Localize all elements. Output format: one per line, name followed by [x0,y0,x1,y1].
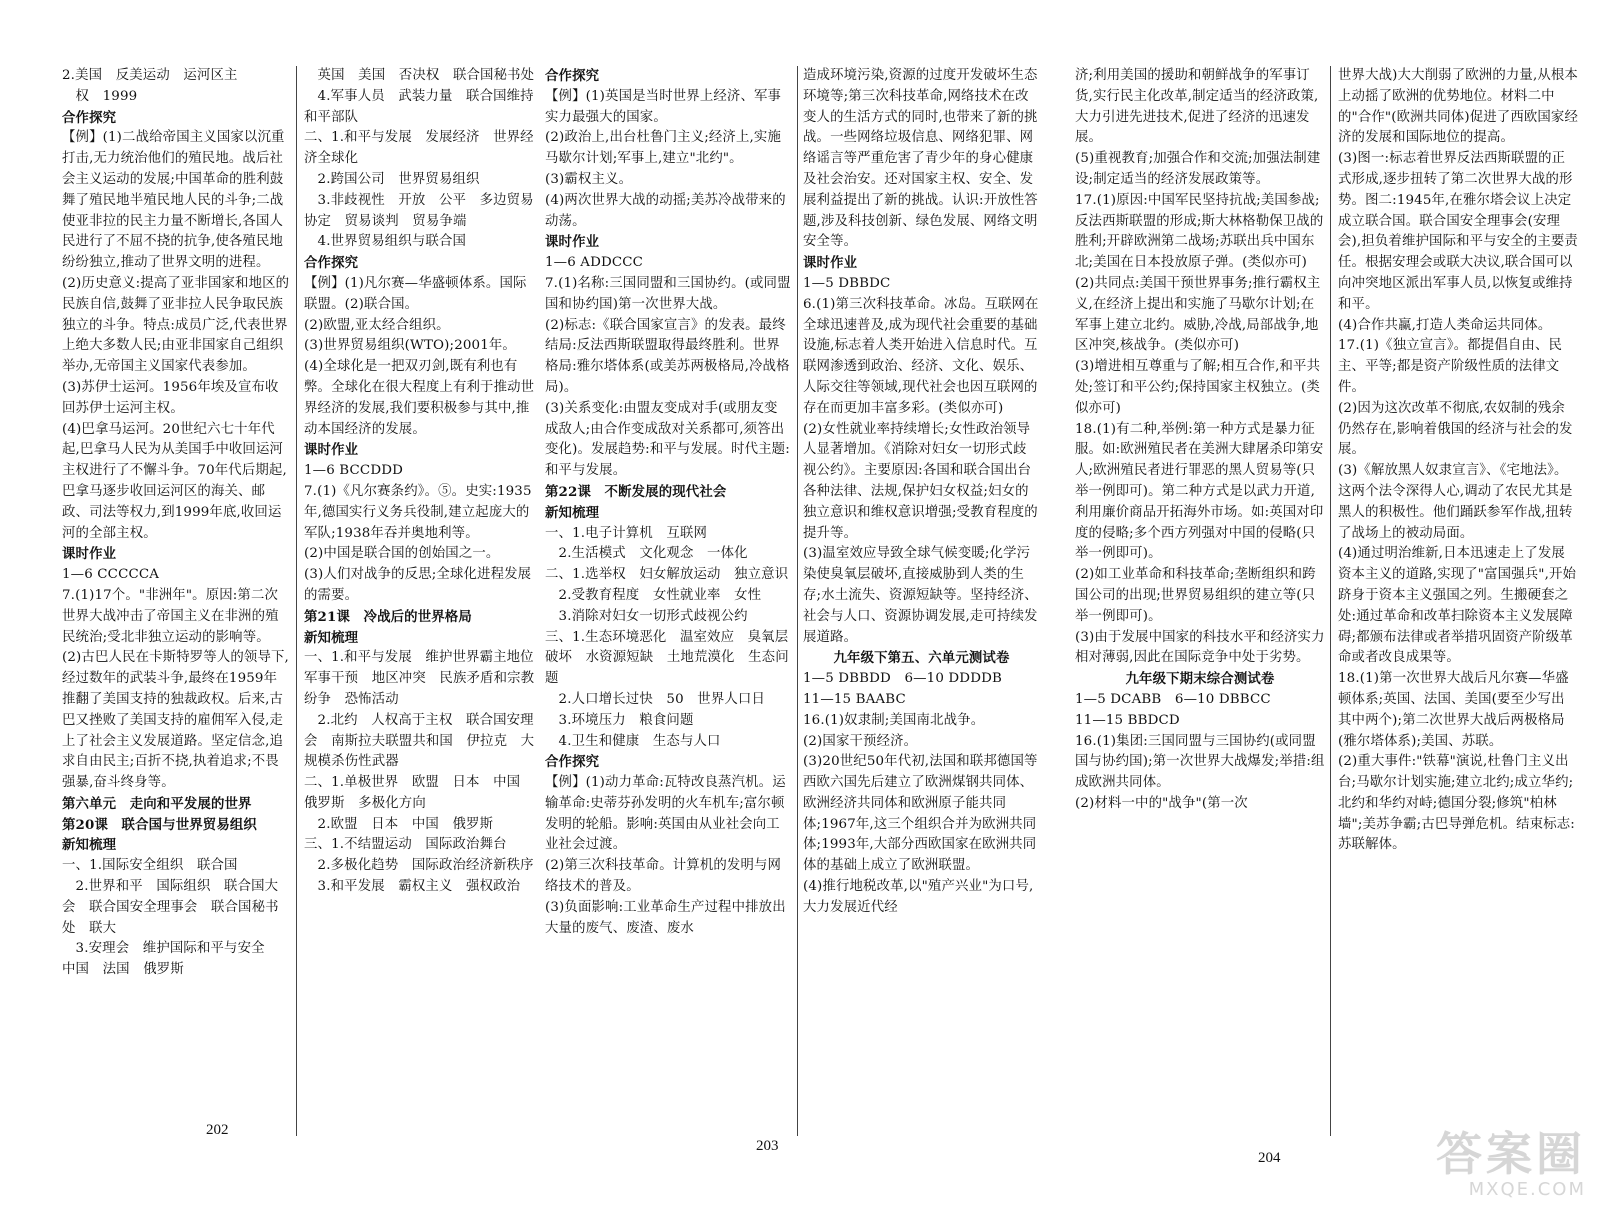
answer-line: (3)温室效应导致全球气候变暖;化学污染使臭氧层破坏,直接威胁到人类的生存;水土流失、资源短缺等。坚持经济、社会与人口、资源协调发展,走可持续发展道路。 [803,546,1038,645]
answer-line: (4)全球化是一把双刃剑,既有利也有弊。全球化在很大程度上有利于推动世界经济的发展,我们要积极参与其中,推动本国经济的发展。 [304,359,535,437]
answer-line: (2)欧盟,亚太经合组织。 [304,317,450,333]
answer-line: 三、1.生态环境恶化 温室效应 臭氧层破坏 水资源短缺 土地荒漠化 生态问题 [545,629,789,687]
answer-line: 2.跨国公司 世界贸易组织 [304,171,480,187]
section-heading: 第21课 冷战后的世界格局 [304,608,472,625]
section-heading: 课时作业 [62,546,117,563]
answer-line: (2)共同点:美国干预世界事务;推行霸权主义,在经济上提出和实施了马歇尔计划;在军事上建立北约。威胁,冷战,局部战争,地区冲突,核战争。(类似亦可) [1075,275,1321,354]
section-heading: 第20课 联合国与世界贸易组织 [62,816,257,833]
section-heading: 课时作业 [803,255,858,272]
answer-line: 3.环境压力 粮食问题 [545,712,694,728]
answer-line: (2)材料一中的"战争"(第一次 [1075,795,1248,811]
page-number-204: 204 [1258,1150,1281,1166]
page-number-202: 202 [206,1122,229,1138]
answer-line: 一、1.和平与发展 维护世界霸主地位 军事干预 地区冲突 民族矛盾和宗教纷争 恐怖活动 [304,650,548,707]
section-heading: 合作探究 [545,754,600,771]
answer-line: 1—6 ADDCCC [545,255,644,271]
answer-line: (3)人们对战争的反思;全球化进程发展的需要。 [304,567,532,603]
section-heading: 合作探究 [545,68,600,84]
answer-line: 2.北约 人权高于主权 联合国安理会 南斯拉夫联盟共和国 伊拉克 大规模杀伤性武器 [304,712,535,770]
answer-line: 2.欧盟 日本 中国 俄罗斯 [304,816,494,832]
section-heading: 合作探究 [304,255,359,272]
answer-line: 3.和平发展 霸权主义 强权政治 [304,879,521,895]
section-heading: 第六单元 走向和平发展的世界 [62,795,252,812]
answer-line: 16.(1)奴隶制;美国南北战争。 [803,712,985,728]
answer-line: (2)重大事件:"铁幕"演说,杜鲁门主义出台;马歇尔计划实施;建立北约;成立华约;北约和华约对峙;德国分裂;修筑"柏林墙";美苏争霸;古巴导弹危机。结束标志:苏联解体。 [1338,754,1575,853]
answer-line: 2.人口增长过快 50 世界人口日 [545,691,765,707]
watermark-en: MXQE.COM [1468,1179,1586,1200]
answer-line: 一、1.国际安全组织 联合国 [62,858,238,874]
answer-line: 二、1.和平与发展 发展经济 世界经济全球化 [304,130,534,167]
section-heading: 九年级下期末综合测试卷 [1125,671,1275,688]
column-divider [797,66,798,1136]
column-6 [1338,66,1578,856]
answer-line: 18.(1)第一次世界大战后凡尔赛—华盛顿体系;英国、法国、美国(要至少写出其中两个);第二次世界大战后两极格局(雅尔塔体系);美国、苏联。 [1338,671,1569,749]
answer-line: 7.(1)17个。"非洲年"。原因:第二次世界大战冲击了帝国主义在非洲的殖民统治;受北非独立运动的影响等。 [62,587,279,645]
answer-line: 2.世界和平 国际组织 联合国大会 联合国安全理事会 联合国秘书处 联大 [62,879,279,936]
answer-line: 1—6 CCCCCA [62,567,160,583]
answer-line: (4)巴拿马运河。20世纪六七十年代起,巴拿马人民为从美国手中收回运河主权进行了不懈斗争。70年代后期起,巴拿马逐步收回运河区的海关、邮政、司法等权力,到1999年底,收回运河的全部主权。 [62,421,287,541]
answer-line: (4)推行地税改革,以"殖产兴业"为口号,大力发展近代经 [803,879,1034,915]
answer-line: 3.消除对妇女一切形式歧视公约 [545,608,748,624]
column-2 [304,66,548,898]
answer-line: (2)因为这次改革不彻底,农奴制的残余仍然存在,影响着俄国的经济与社会的发展。 [1338,400,1573,458]
answer-line: 【例】(1)动力革命:瓦特改良蒸汽机。运输革命:史蒂芬孙发明的火车机车;富尔顿发明的轮船。影响:英国由从业社会向工业社会过渡。 [545,775,786,853]
answer-line: 【例】(1)二战给帝国主义国家以沉重打击,无力统治他们的殖民地。战后社会主义运动的发展;中国革命的胜利鼓舞了殖民地半殖民地人民的斗争;二战使亚非拉的民主力量不断增长,各国人民进行了不屈不挠的抗争,使各殖民地纷纷独立,推动了世界文明的进程。 [62,130,285,271]
section-heading: 课时作业 [304,442,359,459]
answer-line: 【例】(1)英国是当时世界上经济、军事实力最强大的国家。 [545,88,782,125]
answer-line: 16.(1)集团:三国同盟与三国协约(或同盟国与协约国);第一次世界大战爆发;举措:组成欧洲共同体。 [1075,733,1325,791]
answer-line: 6.(1)第三次科技革命。冰岛。互联网在全球迅速普及,成为现代社会重要的基础设施,标志着人类开始进入信息时代。互联网渗透到政治、经济、文化、娱乐、人际交往等领域,现代社会也因互联网的存在而更加丰富多彩。(类似亦可) [803,296,1039,416]
answer-line: 2.多极化趋势 国际政治经济新秩序 [304,858,534,874]
answer-line: (3)负面影响:工业革命生产过程中排放出大量的废气、废渣、废水 [545,899,786,936]
column-4 [803,66,1040,919]
answer-line: 17.(1)原因:中国军民坚持抗战;美国参战;反法西斯联盟的形成;斯大林格勒保卫战的胜利;开辟欧洲第二战场;苏联出兵中国东北;美国在日本投放原子弹。(类似亦可) [1075,192,1324,271]
answer-line: 3.安理会 维护国际和平与安全 中国 法国 俄罗斯 [62,941,279,978]
answer-line: (2)政治上,出台杜鲁门主义;经济上,实施马歇尔计划;军事上,建立"北约"。 [545,130,782,167]
answer-line: (3)由于发展中国家的科技水平和经济实力相对薄弱,因此在国际竞争中处于劣势。 [1075,629,1325,666]
column-divider [1330,66,1331,1136]
answer-line: 权 1999 [62,88,138,104]
column-5 [1075,66,1325,815]
answer-line: 一、1.电子计算机 互联网 [545,525,708,541]
answer-line: 2.生活模式 文化观念 一体化 [545,546,748,562]
answer-line: 17.(1)《独立宣言》。都提倡自由、民主、平等;都是资产阶级性质的法律文件。 [1338,338,1563,395]
answer-line: (3)20世纪50年代初,法国和联邦德国等西欧六国先后建立了欧洲煤钢共同体、欧洲经济共同体和欧洲原子能共同体;1967年,这三个组织合并为欧洲共同体;1993年,大部分西欧国家在欧洲共同体的基础上成立了欧洲联盟。 [803,754,1038,874]
section-heading: 新知梳理 [62,837,117,854]
answer-line: 11—15 BBDCD [1075,712,1180,728]
answer-line: 11—15 BAABC [803,691,906,707]
answer-line: 4.世界贸易组织与联合国 [304,234,467,250]
answer-line: (2)如工业革命和科技革命;垄断组织和跨国公司的出现;世界贸易组织的建立等(只举一例即可)。 [1075,567,1316,624]
answer-line: 2.受教育程度 女性就业率 女性 [545,587,762,603]
answer-line: 3.非歧视性 开放 公平 多边贸易协定 贸易谈判 贸易争端 [304,192,534,229]
answer-line: 1—6 BCCDDD [304,463,403,479]
answer-line: 三、1.不结盟运动 国际政治舞台 [304,837,507,853]
answer-line: (2)女性就业率持续增长;女性政治领导人显著增加。《消除对妇女一切形式歧视公约》。主要原因:各国和联合国出台各种法律、法规,保护妇女权益;妇女的独立意识和维权意识增强;受教育程度的提升等。 [803,421,1038,541]
answer-line: (3)《解放黑人奴隶宣言》、《宅地法》。这两个法令深得人心,调动了农民尤其是黑人的积极性。他们踊跃参军作战,扭转了战场上的被动局面。 [1338,463,1573,541]
answer-line: (2)国家干预经济。 [803,733,918,749]
answer-line: (3)霸权主义。 [545,171,633,187]
answer-line: 2.美国 反美运动 运河区主 [62,68,238,83]
answer-line: 1—5 DBBDC [803,275,891,291]
answer-line: (2)标志:《联合国家宣言》的发表。最终结局:反法西斯联盟取得最终胜利。世界格局:雅尔塔体系(或美苏两极格局,冷战格局)。 [545,317,790,395]
answer-line: (2)古巴人民在卡斯特罗等人的领导下,经过数年的武装斗争,最终在1959年推翻了美国支持的独裁政权。后来,古巴又挫败了美国支持的雇佣军入侵,走上了社会主义发展道路。坚定信念,追求自由民主;百折不挠,执着追求;不畏强暴,奋斗终身等。 [62,650,289,791]
answer-line: 二、1.单极世界 欧盟 日本 中国 俄罗斯 多极化方向 [304,775,534,811]
column-divider [296,66,297,1136]
answer-line: 济;利用美国的援助和朝鲜战争的军事订货,实行民主化改革,制定适当的经济政策,大力引进先进技术,促进了经济的迅速发展。 [1075,68,1319,146]
answer-line: 4.军事人员 武装力量 联合国维持和平部队 [304,88,534,125]
answer-line: 1—5 DCABB 6—10 DBBCC [1075,691,1271,707]
answer-line: 二、1.选举权 妇女解放运动 独立意识 [545,567,789,583]
answer-line: 4.卫生和健康 生态与人口 [545,733,721,749]
answer-line: (3)世界贸易组织(WTO);2001年。 [304,338,516,354]
section-heading: 九年级下第五、六单元测试卷 [833,650,1010,667]
answer-line: 18.(1)有二种,举例:第一种方式是暴力征服。如:欧洲殖民者在美洲大肆屠杀印第安人;欧洲殖民者进行罪恶的黑人贸易等(只举一例即可)。第二种方式是以武力开道,利用廉价商品开拓海外市场。如:英国对印度的侵略;多个西方列强对中国的侵略(只举一例即可)。 [1075,421,1324,562]
answer-line: 英国 美国 否决权 联合国秘书处 [304,68,535,83]
section-heading: 新知梳理 [304,629,359,646]
answer-line: 1—5 DBBDD 6—10 DDDDB [803,671,1002,687]
section-heading: 合作探究 [62,109,117,126]
column-3 [545,66,791,939]
answer-line: (3)关系变化:由盟友变成对手(或朋友变成敌人;由合作变成敌对关系都可,须答出变化)。发展趋势:和平与发展。时代主题:和平与发展。 [545,400,790,479]
column-1 [62,66,290,981]
answer-line: (3)图一:标志着世界反法西斯联盟的正式形成,逐步扭转了第二次世界大战的形势。图二:1945年,在雅尔塔会议上决定成立联合国。联合国安全理事会(安理会),担负着维护国际和平与安全的主要责任。根据安理会或联大决议,联合国可以向冲突地区派出军事人员,以恢复或维持和平。 [1338,151,1578,312]
answer-line: 7.(1)名称:三国同盟和三国协约。(或同盟国和协约国)第一次世界大战。 [545,275,791,312]
answer-line: (4)通过明治维新,日本迅速走上了发展资本主义的道路,实现了"富国强兵",开始跻身于资本主义强国之列。生搬硬套之处:通过革命和改革扫除资本主义发展障碍;都颁布法律或者举措巩固资产阶级革命或者改良成果等。 [1338,546,1577,666]
answer-line: 造成环境污染,资源的过度开发破坏生态环境等;第三次科技革命,网络技术在改变人的生活方式的同时,也带来了新的挑战。一些网络垃圾信息、网络犯罪、网络谣言等严重危害了青少年的身心健康及社会治安。还对国家主权、安全、发展利益提出了新的挑战。认识:开放性答题,涉及科技创新、绿色发展、网络文明安全等。 [803,68,1038,250]
answer-line: 世界大战)大大削弱了欧洲的力量,从根本上动摇了欧洲的优势地位。材料二中的"合作"(欧洲共同体)促进了西欧国家经济的发展和国际地位的提高。 [1338,68,1579,146]
answer-line: 7.(1)《凡尔赛条约》。⑤。史实:1935年,德国实行义务兵役制,建立起庞大的军队;1938年吞并奥地利等。 [304,483,532,541]
page-number-203: 203 [756,1138,779,1154]
section-heading: 课时作业 [545,234,600,251]
watermark-cn: 答案圈 [1436,1127,1586,1181]
answer-line: (4)两次世界大战的动摇;美苏冷战带来的动荡。 [545,192,786,229]
answer-line: (5)重视教育;加强合作和交流;加强法制建设;制定适当的经济发展政策等。 [1075,151,1321,187]
watermark-logo [1356,1129,1586,1209]
answer-line: 【例】(1)凡尔赛—华盛顿体系。国际联盟。(2)联合国。 [304,275,527,312]
answer-line: (2)第三次科技革命。计算机的发明与网络技术的普及。 [545,858,782,895]
section-heading: 第22课 不断发展的现代社会 [545,483,727,500]
answer-line: (3)增进相互尊重与了解;相互合作,和平共处;签订和平公约;保持国家主权独立。(类似亦可) [1075,359,1321,416]
answer-line: (4)合作共赢,打造人类命运共同体。 [1338,317,1552,333]
section-heading: 新知梳理 [545,504,600,521]
answer-line: (2)中国是联合国的创始国之一。 [304,546,500,562]
answer-line: (3)苏伊士运河。1956年埃及宣布收回苏伊士运河主权。 [62,379,279,416]
answer-line: (2)历史意义:提高了亚非国家和地区的民族自信,鼓舞了亚非拉人民争取民族独立的斗争。特点:成员广泛,代表世界上绝大多数人民;由亚非国家自己组织举办,无帝国主义国家代表参加。 [62,275,290,375]
